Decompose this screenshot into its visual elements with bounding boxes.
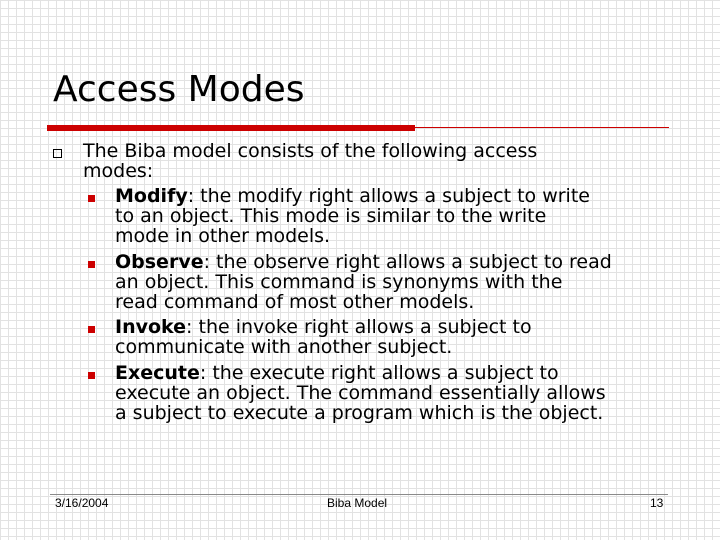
intro-line-2: modes: — [83, 160, 154, 182]
execute-desc-line-2: execute an object. The command essentially allows — [115, 382, 606, 404]
footer-date: 3/16/2004 — [55, 496, 109, 510]
modify-term: Modify — [115, 185, 188, 207]
filled-square-bullet-icon — [88, 195, 95, 202]
observe-desc-line-3: read command of most other models. — [115, 291, 475, 313]
modify-desc-first: : the modify right allows a subject to write — [187, 185, 590, 207]
execute-term: Execute — [115, 362, 200, 384]
invoke-desc-first: : the invoke right allows a subject to — [186, 316, 532, 338]
invoke-term: Invoke — [115, 316, 187, 338]
filled-square-bullet-icon — [88, 326, 95, 333]
modify-desc-line-2: to an object. This mode is similar to the write — [115, 205, 547, 227]
filled-square-bullet-icon — [88, 261, 95, 268]
footer-title: Biba Model — [327, 496, 388, 510]
modify-desc-line-3: mode in other models. — [115, 225, 331, 247]
title-underline-thick — [47, 125, 415, 131]
list-item-observe — [115, 252, 612, 272]
list-item-modify — [115, 186, 590, 206]
filled-square-bullet-icon — [88, 372, 95, 379]
page-number: 13 — [650, 496, 664, 510]
observe-term: Observe — [115, 251, 204, 273]
invoke-desc-line-2: communicate with another subject. — [115, 336, 453, 358]
list-item-execute — [115, 363, 559, 383]
observe-desc-first: : the observe right allows a subject to read — [203, 251, 612, 273]
footer-divider — [50, 494, 668, 495]
slide-title: Access Modes — [53, 69, 305, 110]
intro-line-1: The Biba model consists of the following access — [83, 140, 538, 162]
list-item-invoke — [115, 317, 532, 337]
hollow-square-bullet-icon — [53, 149, 62, 158]
execute-desc-first: : the execute right allows a subject to — [199, 362, 559, 384]
observe-desc-line-2: an object. This command is synonyms with the — [115, 271, 563, 293]
execute-desc-line-3: a subject to execute a program which is the object. — [115, 402, 604, 424]
title-underline — [47, 125, 669, 131]
